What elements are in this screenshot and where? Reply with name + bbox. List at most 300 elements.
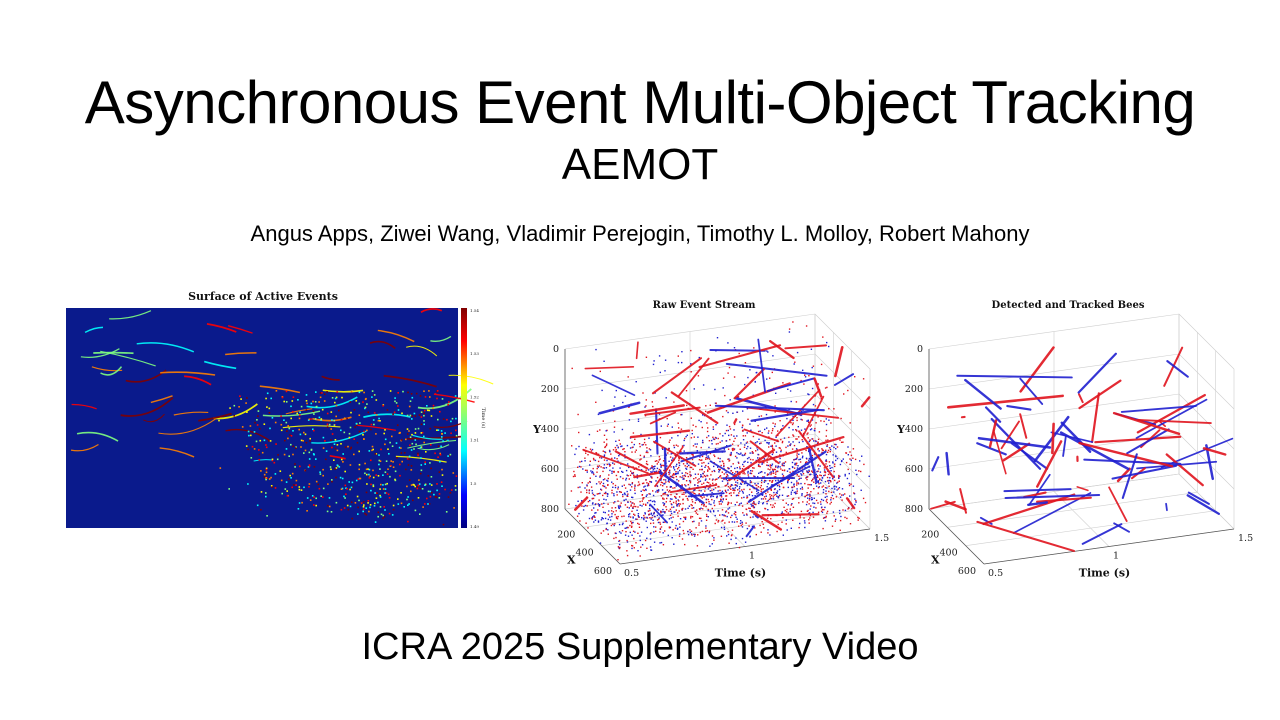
- event-point: [656, 490, 657, 491]
- event-point: [679, 510, 680, 511]
- event-point: [818, 493, 819, 494]
- event-point: [798, 527, 799, 528]
- event-pixel: [359, 422, 361, 424]
- event-point: [652, 515, 653, 516]
- event-pixel: [266, 515, 268, 517]
- event-point: [772, 454, 773, 455]
- event-point: [805, 450, 806, 451]
- event-point: [664, 512, 665, 513]
- event-point: [783, 462, 784, 463]
- slide-subtitle: AEMOT: [561, 140, 719, 189]
- event-point: [792, 462, 793, 463]
- event-pixel: [319, 488, 321, 490]
- event-point: [794, 362, 795, 363]
- event-point: [710, 490, 711, 491]
- event-point: [729, 439, 730, 440]
- event-pixel: [405, 469, 407, 471]
- event-point: [627, 502, 628, 503]
- event-point: [732, 490, 733, 491]
- event-pixel: [291, 487, 293, 489]
- event-point: [826, 342, 827, 343]
- event-point: [604, 435, 605, 436]
- event-point: [619, 467, 620, 468]
- event-point: [823, 485, 824, 486]
- event-point: [821, 499, 822, 500]
- event-point: [719, 433, 720, 434]
- event-point: [789, 468, 790, 469]
- event-point: [731, 466, 732, 467]
- event-point: [792, 429, 793, 430]
- event-point: [692, 469, 693, 470]
- event-pixel: [337, 450, 339, 452]
- event-pixel: [330, 428, 332, 430]
- event-point: [660, 372, 661, 373]
- track-line: [665, 449, 666, 473]
- event-point: [778, 524, 779, 525]
- event-point: [581, 505, 582, 506]
- event-pixel: [267, 393, 269, 395]
- event-point: [730, 399, 731, 400]
- event-pixel: [259, 459, 261, 461]
- event-point: [850, 523, 851, 524]
- event-point: [708, 501, 709, 502]
- event-point: [625, 499, 626, 500]
- event-point: [635, 518, 636, 519]
- event-pixel: [385, 484, 387, 486]
- event-pixel: [376, 497, 378, 499]
- event-pixel: [270, 477, 272, 479]
- event-point: [721, 477, 722, 478]
- event-point: [616, 475, 617, 476]
- event-pixel: [388, 453, 390, 455]
- event-point: [849, 483, 850, 484]
- event-pixel: [357, 507, 359, 509]
- event-pixel: [412, 500, 414, 502]
- time-tick-label: 1.5: [1238, 533, 1254, 544]
- event-point: [699, 508, 700, 509]
- event-point: [796, 430, 797, 431]
- event-point: [776, 531, 777, 532]
- event-point: [707, 530, 708, 531]
- event-pixel: [247, 449, 249, 451]
- event-pixel: [336, 405, 338, 407]
- event-point: [651, 518, 652, 519]
- event-point: [680, 503, 681, 504]
- event-point: [767, 532, 768, 533]
- event-pixel: [436, 398, 438, 400]
- event-pixel: [411, 415, 413, 417]
- event-pixel: [299, 502, 301, 504]
- event-pixel: [277, 459, 279, 461]
- event-point: [658, 522, 659, 523]
- event-point: [834, 466, 835, 467]
- event-pixel: [299, 418, 301, 420]
- event-point: [750, 452, 751, 453]
- event-point: [801, 474, 802, 475]
- event-point: [590, 449, 591, 450]
- event-point: [770, 496, 771, 497]
- event-pixel: [313, 454, 315, 456]
- event-point: [661, 425, 662, 426]
- event-pixel: [364, 463, 366, 465]
- event-pixel: [348, 509, 350, 511]
- event-pixel: [410, 415, 412, 417]
- event-pixel: [327, 511, 329, 513]
- event-point: [811, 484, 812, 485]
- event-point: [640, 455, 641, 456]
- event-point: [775, 469, 776, 470]
- event-point: [607, 496, 608, 497]
- event-point: [725, 472, 726, 473]
- event-pixel: [289, 434, 291, 436]
- event-point: [643, 444, 644, 445]
- event-pixel: [318, 401, 320, 403]
- event-point: [817, 441, 818, 442]
- event-pixel: [407, 458, 409, 460]
- event-point: [734, 513, 735, 514]
- event-pixel: [341, 509, 343, 511]
- event-point: [618, 455, 619, 456]
- event-point: [701, 466, 702, 467]
- event-point: [579, 466, 580, 467]
- event-point: [645, 470, 646, 471]
- event-point: [768, 446, 769, 447]
- event-point: [627, 463, 628, 464]
- event-pixel: [455, 430, 457, 432]
- event-pixel: [380, 496, 382, 498]
- event-point: [833, 511, 834, 512]
- event-point: [823, 509, 824, 510]
- event-point: [587, 527, 588, 528]
- event-point: [598, 503, 599, 504]
- event-point: [834, 464, 835, 465]
- event-point: [713, 454, 714, 455]
- event-point: [643, 504, 644, 505]
- event-point: [822, 512, 823, 513]
- event-point: [685, 485, 686, 486]
- x-tick-label: 600: [593, 566, 612, 577]
- event-point: [673, 544, 674, 545]
- event-pixel: [444, 489, 446, 491]
- event-pixel: [386, 483, 388, 485]
- colorbar-tick-label: 1.53: [470, 351, 479, 357]
- event-point: [745, 453, 746, 454]
- event-streak: [93, 353, 133, 354]
- event-point: [672, 517, 673, 518]
- event-point: [820, 501, 821, 502]
- event-point: [773, 498, 774, 499]
- event-point: [616, 516, 617, 517]
- event-pixel: [441, 485, 443, 487]
- event-point: [775, 437, 776, 438]
- event-point: [617, 559, 618, 560]
- event-point: [807, 494, 808, 495]
- event-pixel: [455, 485, 457, 487]
- event-pixel: [309, 465, 311, 467]
- event-point: [842, 488, 843, 489]
- event-pixel: [418, 485, 420, 487]
- event-point: [697, 485, 698, 486]
- event-point: [845, 475, 846, 476]
- event-point: [742, 538, 743, 539]
- event-point: [788, 487, 789, 488]
- event-point: [661, 482, 662, 483]
- event-pixel: [357, 442, 359, 444]
- event-point: [668, 491, 669, 492]
- event-pixel: [251, 457, 253, 459]
- event-point: [673, 401, 674, 402]
- event-point: [669, 470, 670, 471]
- event-point: [773, 452, 774, 453]
- event-point: [797, 490, 798, 491]
- event-point: [800, 488, 801, 489]
- event-pixel: [331, 481, 333, 483]
- event-point: [602, 507, 603, 508]
- event-point: [770, 446, 771, 447]
- event-pixel: [349, 489, 351, 491]
- event-pixel: [372, 390, 374, 392]
- event-point: [726, 410, 727, 411]
- event-point: [638, 466, 639, 467]
- event-point: [793, 507, 794, 508]
- event-point: [738, 505, 739, 506]
- event-point: [728, 486, 729, 487]
- event-pixel: [397, 392, 399, 394]
- event-pixel: [332, 397, 334, 399]
- event-point: [750, 536, 751, 537]
- event-point: [802, 441, 803, 442]
- event-point: [830, 499, 831, 500]
- event-point: [670, 456, 671, 457]
- event-pixel: [324, 394, 326, 396]
- event-point: [625, 528, 626, 529]
- event-point: [738, 492, 739, 493]
- event-point: [649, 510, 650, 511]
- event-point: [766, 496, 767, 497]
- event-point: [839, 439, 840, 440]
- event-point: [604, 486, 605, 487]
- event-pixel: [254, 448, 256, 450]
- event-point: [794, 445, 795, 446]
- event-point: [712, 483, 713, 484]
- event-point: [696, 446, 697, 447]
- event-point: [737, 467, 738, 468]
- event-point: [745, 435, 746, 436]
- event-point: [790, 422, 791, 423]
- event-point: [630, 484, 631, 485]
- event-point: [696, 512, 697, 513]
- event-point: [752, 516, 753, 517]
- event-point: [676, 505, 677, 506]
- event-pixel: [287, 425, 289, 427]
- event-pixel: [390, 465, 392, 467]
- event-point: [781, 522, 782, 523]
- event-point: [650, 449, 651, 450]
- event-point: [795, 464, 796, 465]
- event-point: [816, 500, 817, 501]
- event-point: [739, 491, 740, 492]
- event-point: [778, 480, 779, 481]
- event-point: [637, 523, 638, 524]
- event-pixel: [306, 409, 308, 411]
- event-point: [650, 533, 651, 534]
- event-point: [695, 502, 696, 503]
- event-point: [651, 517, 652, 518]
- event-point: [637, 550, 638, 551]
- event-pixel: [324, 440, 326, 442]
- event-point: [708, 466, 709, 467]
- event-pixel: [327, 426, 329, 428]
- event-point: [836, 489, 837, 490]
- event-point: [608, 519, 609, 520]
- event-point: [729, 507, 730, 508]
- event-point: [624, 494, 625, 495]
- event-point: [577, 501, 578, 502]
- event-pixel: [238, 406, 240, 408]
- event-pixel: [319, 471, 321, 473]
- event-point: [709, 503, 710, 504]
- event-point: [803, 517, 804, 518]
- event-pixel: [366, 492, 368, 494]
- event-pixel: [421, 416, 423, 418]
- box-edge: [815, 314, 870, 369]
- event-point: [797, 465, 798, 466]
- event-point: [760, 487, 761, 488]
- event-point: [747, 458, 748, 459]
- event-point: [822, 486, 823, 487]
- event-point: [629, 513, 630, 514]
- event-point: [840, 418, 841, 419]
- event-point: [842, 442, 843, 443]
- event-pixel: [435, 393, 437, 395]
- event-point: [787, 496, 788, 497]
- event-point: [653, 469, 654, 470]
- event-point: [665, 492, 666, 493]
- event-point: [863, 464, 864, 465]
- event-point: [648, 483, 649, 484]
- event-pixel: [300, 434, 302, 436]
- event-point: [830, 451, 831, 452]
- event-point: [708, 455, 709, 456]
- event-point: [721, 495, 722, 496]
- event-point: [743, 466, 744, 467]
- event-point: [843, 393, 844, 394]
- event-point: [651, 465, 652, 466]
- event-point: [605, 487, 606, 488]
- event-point: [836, 482, 837, 483]
- event-point: [612, 487, 613, 488]
- event-point: [654, 504, 655, 505]
- event-point: [605, 512, 606, 513]
- event-point: [691, 437, 692, 438]
- event-pixel: [299, 414, 301, 416]
- event-pixel: [436, 496, 438, 498]
- event-pixel: [334, 420, 336, 422]
- event-point: [700, 481, 701, 482]
- event-point: [611, 510, 612, 511]
- event-point: [830, 422, 831, 423]
- event-point: [775, 423, 776, 424]
- event-point: [750, 459, 751, 460]
- event-point: [611, 473, 612, 474]
- event-point: [622, 486, 623, 487]
- event-pixel: [305, 470, 307, 472]
- event-point: [631, 511, 632, 512]
- event-point: [693, 445, 694, 446]
- event-point: [720, 501, 721, 502]
- event-point: [636, 450, 637, 451]
- event-pixel: [281, 493, 283, 495]
- event-pixel: [298, 429, 300, 431]
- event-point: [719, 461, 720, 462]
- event-point: [856, 474, 857, 475]
- event-point: [848, 454, 849, 455]
- event-pixel: [305, 450, 307, 452]
- event-pixel: [370, 484, 372, 486]
- event-pixel: [380, 449, 382, 451]
- event-point: [751, 492, 752, 493]
- event-point: [830, 470, 831, 471]
- event-point: [660, 528, 661, 529]
- event-pixel: [342, 478, 344, 480]
- event-point: [752, 451, 753, 452]
- event-pixel: [323, 447, 325, 449]
- event-point: [648, 500, 649, 501]
- event-point: [747, 446, 748, 447]
- event-point: [761, 471, 762, 472]
- event-point: [849, 458, 850, 459]
- event-point: [665, 360, 666, 361]
- event-pixel: [287, 438, 289, 440]
- colorbar: [461, 308, 467, 528]
- event-point: [596, 483, 597, 484]
- event-point: [707, 431, 708, 432]
- event-point: [688, 484, 689, 485]
- event-point: [861, 490, 862, 491]
- event-point: [672, 475, 673, 476]
- event-pixel: [365, 507, 367, 509]
- event-pixel: [382, 484, 384, 486]
- event-point: [663, 532, 664, 533]
- event-point: [753, 502, 754, 503]
- event-point: [734, 347, 735, 348]
- event-pixel: [378, 464, 380, 466]
- event-point: [630, 521, 631, 522]
- event-point: [695, 426, 696, 427]
- event-point: [697, 534, 698, 535]
- event-point: [660, 524, 661, 525]
- event-point: [645, 444, 646, 445]
- event-pixel: [307, 497, 309, 499]
- event-point: [808, 487, 809, 488]
- event-point: [684, 544, 685, 545]
- event-pixel: [341, 459, 343, 461]
- event-pixel: [358, 500, 360, 502]
- event-point: [767, 483, 768, 484]
- event-pixel: [420, 447, 422, 449]
- event-point: [736, 412, 737, 413]
- event-point: [732, 413, 733, 414]
- track-line: [1079, 394, 1083, 402]
- event-pixel: [390, 390, 392, 392]
- event-point: [771, 490, 772, 491]
- event-point: [792, 434, 793, 435]
- event-point: [679, 533, 680, 534]
- event-point: [769, 378, 770, 379]
- event-point: [599, 504, 600, 505]
- event-point: [697, 443, 698, 444]
- event-pixel: [355, 502, 357, 504]
